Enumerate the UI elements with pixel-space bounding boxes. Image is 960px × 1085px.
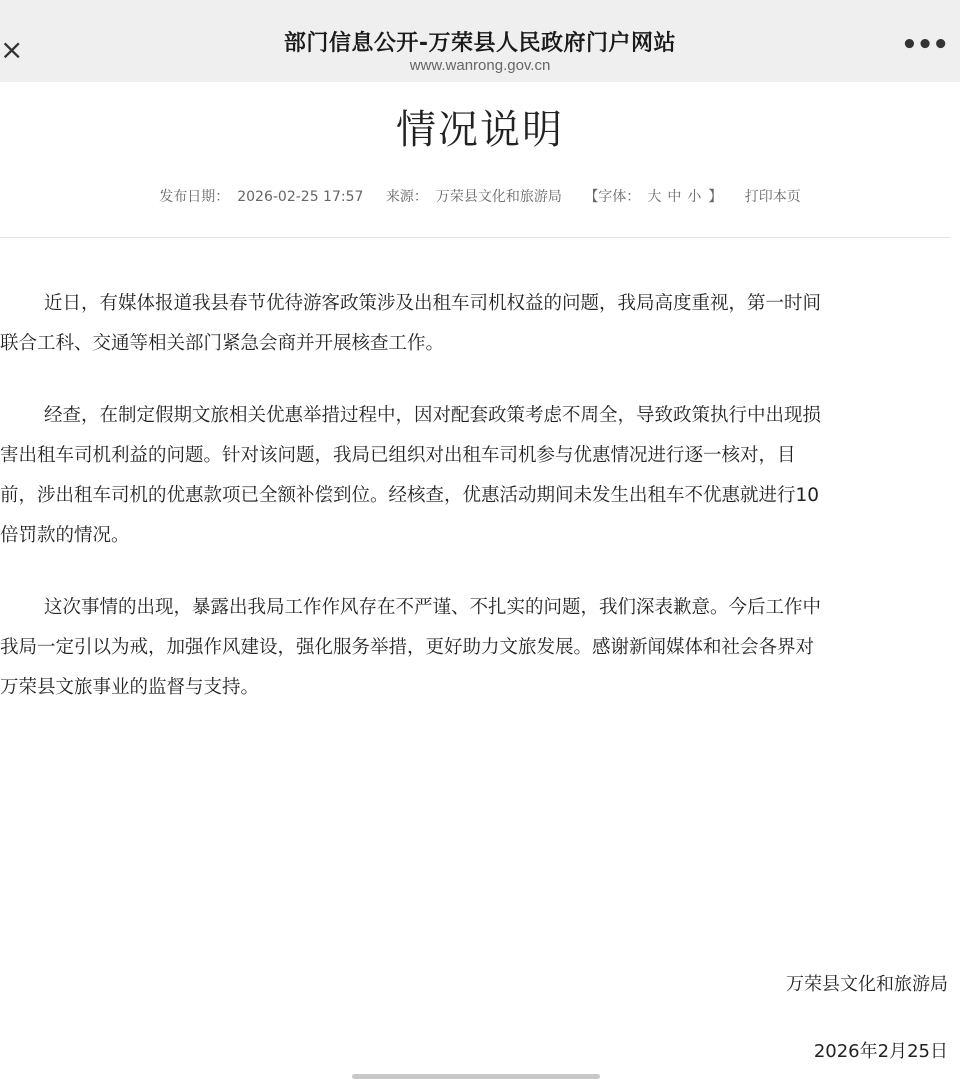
font-size-label-close: 】 (708, 189, 723, 205)
paragraph-3 (0, 588, 960, 708)
paragraph-line: 倍罚款的情况。 (0, 525, 130, 546)
paragraph-line: 近日，有媒体报道我县春节优待游客政策涉及出租车司机权益的问题，我局高度重视，第一时间 (44, 293, 822, 314)
page-content (0, 82, 960, 1085)
paragraph-line: 联合工科、交通等相关部门紧急会商并开展核查工作。 (0, 333, 445, 354)
paragraph-line: 害出租车司机利益的问题。针对该问题，我局已组织对出租车司机参与优惠情况进行逐一核对，目 (0, 445, 796, 466)
font-size-large-link[interactable]: 大 (647, 189, 662, 205)
print-link[interactable]: 打印本页 (744, 189, 801, 205)
paragraph-line: 这次事情的出现，暴露出我局工作作风存在不严谨、不扎实的问题，我们深表歉意。今后工作中 (44, 597, 822, 618)
paragraph-2 (0, 396, 960, 556)
font-size-label-open: 【字体： (584, 189, 641, 205)
home-indicator[interactable] (352, 1074, 600, 1079)
font-size-medium-link[interactable]: 中 (667, 189, 682, 205)
font-size-small-link[interactable]: 小 (687, 189, 702, 205)
publish-date: 2026-02-25 17:57 (237, 189, 364, 205)
more-menu-icon[interactable]: ••• (901, 30, 948, 60)
paragraph-line: 我局一定引以为戒，加强作风建设，强化服务举措，更好助力文旅发展。感谢新闻媒体和社会各界对 (0, 637, 815, 658)
publish-label: 发布日期： (159, 189, 230, 205)
signature-date: 2026年2月25日 (813, 1041, 948, 1062)
close-icon[interactable]: × (0, 33, 24, 66)
site-title: 部门信息公开-万荣县人民政府门户网站 (283, 31, 677, 56)
source-value: 万荣县文化和旅游局 (435, 189, 562, 205)
signature: 万荣县文化和旅游局 (786, 974, 948, 995)
article-meta (0, 186, 960, 206)
divider (0, 237, 950, 238)
site-url: www.wanrong.gov.cn (409, 57, 551, 74)
article-title: 情况说明 (396, 107, 564, 153)
paragraph-line: 前，涉出租车司机的优惠款项已全额补偿到位。经核查，优惠活动期间未发生出租车不优惠就进行10 (0, 485, 820, 506)
source-label: 来源： (385, 189, 428, 205)
article-body (0, 284, 960, 740)
browser-topbar (0, 0, 960, 83)
paragraph-line: 万荣县文旅事业的监督与支持。 (0, 677, 260, 698)
paragraph-1 (0, 284, 960, 364)
paragraph-line: 经查，在制定假期文旅相关优惠举措过程中，因对配套政策考虑不周全，导致政策执行中出现损 (44, 405, 822, 426)
